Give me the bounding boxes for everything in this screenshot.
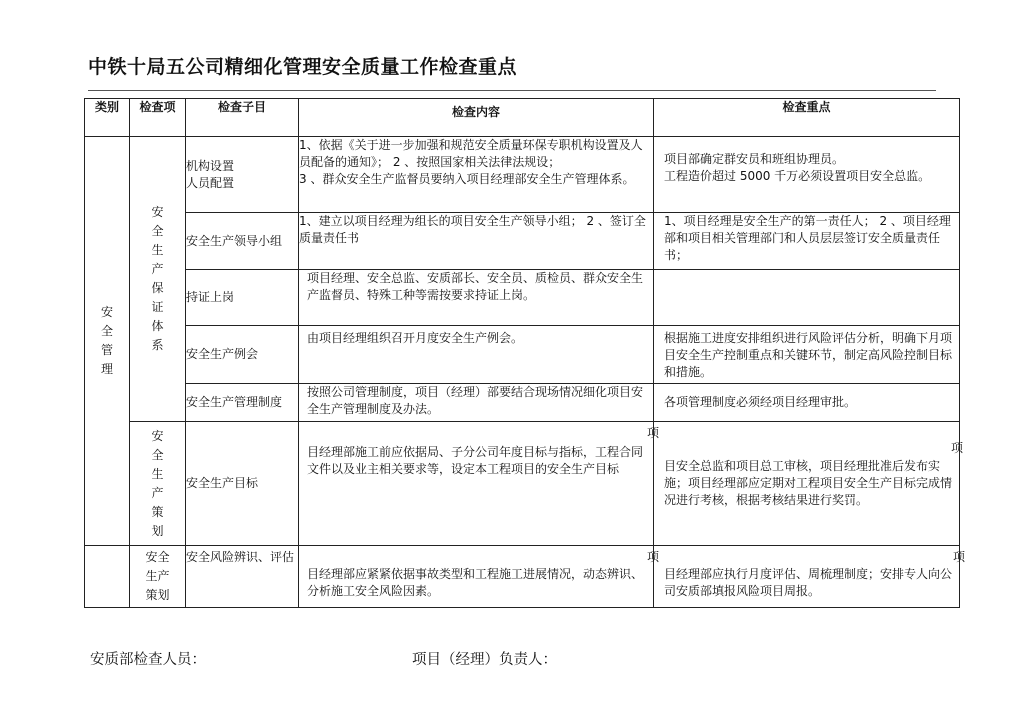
content-cell xyxy=(299,137,654,213)
focus-text: 项目部确定群安员和班组协理员。 工程造价超过 5000 千万必须设置项目安全总监。 xyxy=(664,152,931,183)
focus-text: 目经理部应执行月度评估、周梳理制度；安排专人向公司安质部填报风险项目周报。 xyxy=(664,567,953,598)
content-cell xyxy=(299,270,654,326)
subitem-text: 安全风险辨识、评估 xyxy=(186,550,295,564)
subitem-cell xyxy=(186,384,299,422)
content-text: 由项目经理组织召开月度安全生产例会。 xyxy=(307,331,524,345)
focus-overflow-mark: 项 xyxy=(950,441,963,455)
title-divider xyxy=(88,90,936,91)
subitem-text: 安全生产管理制度 xyxy=(186,395,283,409)
table-row xyxy=(85,137,960,213)
content-text: 1、依据《关于进一步加强和规范安全质量环保专职机构设置及人员配备的通知》； 2 、按照国家相关法律法规设； 3 、群众安全生产监督员要纳入项目经理部安全生产管理体系。 xyxy=(299,138,643,186)
subitem-text: 持证上岗 xyxy=(186,290,235,304)
focus-text: 各项管理制度必须经项目经理审批。 xyxy=(664,395,857,409)
header-focus: 检查重点 xyxy=(654,99,960,137)
table-row xyxy=(85,213,960,270)
group1-cell xyxy=(130,137,186,422)
table-header-row xyxy=(85,99,960,137)
subitem-cell xyxy=(186,213,299,270)
category-cell-empty xyxy=(85,546,130,608)
subitem-cell xyxy=(186,137,299,213)
content-cell xyxy=(299,422,659,546)
table-row xyxy=(85,546,960,608)
content-overflow-mark: 项 xyxy=(646,426,659,440)
subitem-cell xyxy=(186,422,299,546)
focus-text: 目安全总监和项目总工审核，项目经理批准后发布实施；项目经理部应定期对工程项目安全生产目标完成情况进行考核，根据考核结果进行奖罚。 xyxy=(664,459,953,507)
subitem-text: 安全生产领导小组 xyxy=(186,233,283,248)
focus-cell xyxy=(654,137,960,213)
content-text: 目经理部施工前应依据局、子分公司年度目标与指标，工程合同文件以及业主相关要求等，设定本工程项目的安全生产目标 xyxy=(307,445,644,476)
group3-cell xyxy=(130,546,186,608)
header-category: 类别 xyxy=(85,99,130,137)
content-cell xyxy=(299,213,654,270)
subitem-text: 安全生产目标 xyxy=(186,476,259,490)
category-cell xyxy=(85,137,130,546)
content-text: 项目经理、安全总监、安质部长、安全员、质检员、群众安全生产监督员、特殊工种等需按要求持证上岗。 xyxy=(307,271,644,302)
subitem-text: 机构设置 人员配置 xyxy=(186,158,235,190)
content-cell xyxy=(299,546,659,608)
group1-label: 安 全 生 产 保 证 体 系 xyxy=(151,205,164,352)
document-title: 中铁十局五公司精细化管理安全质量工作检查重点 xyxy=(88,56,518,78)
inspector-signature-label: 安质部检查人员： xyxy=(90,652,206,668)
focus-cell xyxy=(654,422,963,546)
subitem-cell xyxy=(186,270,299,326)
subitem-cell xyxy=(186,546,299,608)
focus-cell xyxy=(654,270,960,326)
content-cell xyxy=(299,326,654,384)
focus-text: 根据施工进度安排组织进行风险评估分析，明确下月项目安全生产控制重点和关键环节，制定高风险控制目标和措施。 xyxy=(664,331,953,379)
focus-cell xyxy=(654,546,965,608)
focus-cell xyxy=(654,384,960,422)
subitem-text: 安全生产例会 xyxy=(186,347,259,361)
manager-signature-label: 项目（经理）负责人： xyxy=(412,652,557,668)
table-row xyxy=(85,422,960,546)
content-text: 按照公司管理制度，项目（经理）部要结合现场情况细化项目安全生产管理制度及办法。 xyxy=(307,385,644,416)
header-item: 检查项 xyxy=(130,99,186,137)
focus-cell xyxy=(654,326,960,384)
content-overflow-mark: 项 xyxy=(646,550,659,564)
content-cell xyxy=(299,384,654,422)
header-subitem: 检查子目 xyxy=(186,99,299,137)
header-content: 检查内容 xyxy=(299,99,654,137)
table-row xyxy=(85,270,960,326)
focus-cell xyxy=(654,213,960,270)
focus-text: 1、项目经理是安全生产的第一责任人； 2 、项目经理部和项目相关管理部门和人员层层签订安全质量责任书； xyxy=(664,214,951,262)
content-text: 目经理部应紧紧依据事故类型和工程施工进展情况，动态辨识、分析施工安全风险因素。 xyxy=(307,567,644,598)
category-label: 安 全 管 理 xyxy=(100,305,113,376)
group2-label: 安 全 生 产 策 划 xyxy=(151,428,164,538)
group3-label: 安全 生产 策划 xyxy=(145,550,170,602)
table-row xyxy=(85,384,960,422)
content-text: 1、建立以项目经理为组长的项目安全生产领导小组； 2 、签订全质量责任书 xyxy=(299,214,646,245)
focus-overflow-mark: 项 xyxy=(952,550,965,564)
subitem-cell xyxy=(186,326,299,384)
inspection-table xyxy=(84,98,965,608)
group2-cell xyxy=(130,422,186,546)
table-row xyxy=(85,326,960,384)
